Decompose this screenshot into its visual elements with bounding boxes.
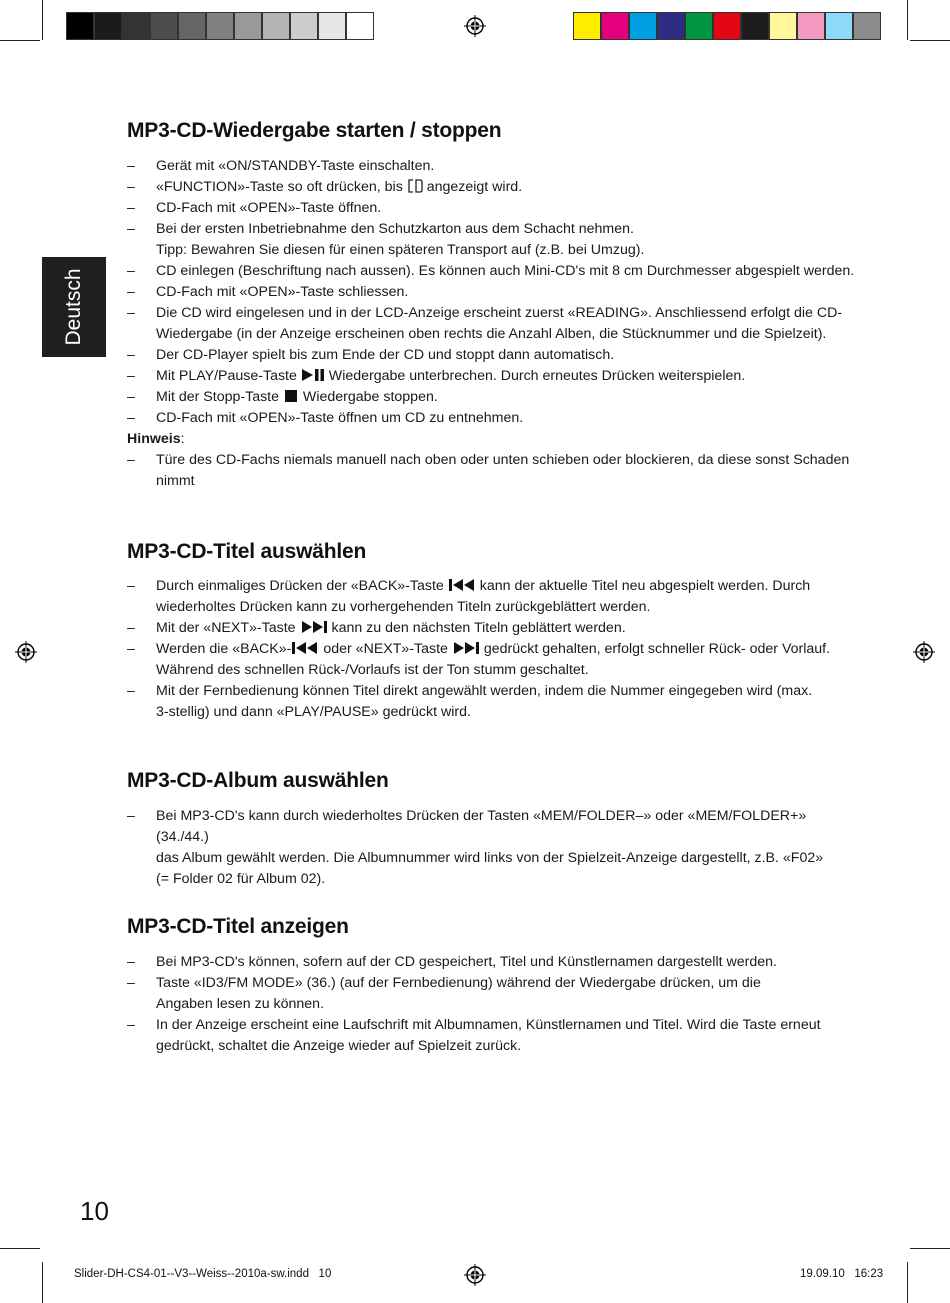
color-swatch xyxy=(94,12,122,40)
instruction-list xyxy=(127,576,862,723)
list-item: – Der CD-Player spielt bis zum Ende der CD und stoppt dann automatisch. xyxy=(127,347,615,363)
list-item: – CD-Fach mit «OPEN»-Taste schliessen. xyxy=(127,284,409,300)
color-swatch xyxy=(346,12,374,40)
color-swatch xyxy=(150,12,178,40)
list-item: – Türe des CD-Fachs niemals manuell nach oben oder unten schieben oder blockieren, da diese sonst Schaden nimmt xyxy=(127,452,850,489)
footer-date: 19.09.10 16:23 xyxy=(800,1268,884,1280)
registration-mark-icon xyxy=(15,641,37,663)
color-swatch xyxy=(741,12,769,40)
skip-back-icon xyxy=(291,641,319,655)
skip-forward-icon xyxy=(452,641,480,655)
color-swatch xyxy=(66,12,94,40)
color-swatch xyxy=(262,12,290,40)
page-number: 10 xyxy=(80,1196,109,1226)
list-item: – Taste «ID3/FM MODE» (36.) (auf der Fernbedienung) während der Wiedergabe drücken, um die Angaben lesen zu können. xyxy=(127,975,761,1012)
color-swatch xyxy=(797,12,825,40)
list-item: – Mit der Stopp-Taste Wiedergabe stoppen. xyxy=(127,389,438,405)
list-item: – Bei MP3-CD's kann durch wiederholtes Drücken der Tasten «MEM/FOLDER–» oder «MEM/FOLDER+» (34./44.) das Album gewählt werden. Die Albumnummer wird links von der Spielzeit-Anzeige dargestellt, z.B. «F02» (= Folder 02 für Album 02). xyxy=(127,808,824,887)
list-item: – Mit der Fernbedienung können Titel direkt angewählt werden, indem die Nummer eingegeben wird (max. 3-stellig) und dann «PLAY/PAUSE» gedrückt wird. xyxy=(127,683,813,720)
color-swatch xyxy=(122,12,150,40)
instruction-list xyxy=(127,156,862,492)
crop-mark xyxy=(910,1248,950,1249)
color-swatch xyxy=(206,12,234,40)
list-item: – Gerät mit «ON/STANDBY-Taste einschalten. xyxy=(127,158,435,174)
list-item: – Bei MP3-CD's können, sofern auf der CD gespeichert, Titel und Künstlernamen dargestellt werden. xyxy=(127,954,777,970)
color-swatch xyxy=(853,12,881,40)
instruction-list xyxy=(127,952,862,1057)
color-swatch xyxy=(713,12,741,40)
color-swatch xyxy=(178,12,206,40)
stop-icon xyxy=(283,389,299,403)
section-title: MP3-CD-Titel auswählen xyxy=(127,540,367,563)
footer-file-info: Slider-DH-CS4-01--V3--Weiss--2010a-sw.indd 10 xyxy=(74,1268,332,1280)
color-swatch xyxy=(629,12,657,40)
crop-mark xyxy=(42,0,43,40)
play-pause-icon xyxy=(301,368,325,382)
list-item: – Durch einmaliges Drücken der «BACK»-Taste kann der aktuelle Titel neu abgespielt werden. Durch wiederholtes Drücken kann zu vorhergehenden Titeln zurückgeblättert werden. xyxy=(127,578,811,615)
section-title: MP3-CD-Wiedergabe starten / stoppen xyxy=(127,119,502,142)
list-item: – CD-Fach mit «OPEN»-Taste öffnen. xyxy=(127,200,382,216)
color-swatch xyxy=(601,12,629,40)
skip-forward-icon xyxy=(300,620,328,634)
registration-mark-icon xyxy=(464,15,486,37)
color-swatch xyxy=(290,12,318,40)
crop-mark xyxy=(42,1262,43,1303)
registration-mark-icon xyxy=(464,1264,486,1286)
color-swatch xyxy=(234,12,262,40)
list-item: – «FUNCTION»-Taste so oft drücken, bis angezeigt wird. xyxy=(127,179,523,195)
registration-mark-icon xyxy=(913,641,935,663)
crop-mark xyxy=(907,1262,908,1303)
color-swatch xyxy=(657,12,685,40)
list-item: – Bei der ersten Inbetriebnahme den Schutzkarton aus dem Schacht nehmen. Tipp: Bewahren Sie diesen für einen späteren Transport auf (z.B. bei Umzug). xyxy=(127,221,645,258)
list-item: – CD-Fach mit «OPEN»-Taste öffnen um CD zu entnehmen. xyxy=(127,410,524,426)
list-item: – Werden die «BACK»- oder «NEXT»-Taste gedrückt gehalten, erfolgt schneller Rück- oder Vorlauf. Während des schnellen Rück-/Vorlaufs ist der Ton stumm geschaltet. xyxy=(127,641,831,678)
color-swatch xyxy=(685,12,713,40)
section-title: MP3-CD-Titel anzeigen xyxy=(127,915,349,938)
list-item: – In der Anzeige erscheint eine Laufschrift mit Albumnamen, Künstlernamen und Titel. Wird die Taste erneut gedrückt, schaltet die Anzeige wieder auf Spielzeit zurück. xyxy=(127,1017,821,1054)
color-swatch xyxy=(318,12,346,40)
hint-heading: Hinweis: xyxy=(127,431,185,447)
crop-mark xyxy=(0,40,40,41)
list-item: – CD einlegen (Beschriftung nach aussen). Es können auch Mini-CD's mit 8 cm Durchmesser abgespielt werden. xyxy=(127,263,855,279)
list-item: – Mit der «NEXT»-Taste kann zu den nächsten Titeln geblättert werden. xyxy=(127,620,626,636)
crop-mark xyxy=(0,1248,40,1249)
section-title: MP3-CD-Album auswählen xyxy=(127,769,389,792)
crop-mark xyxy=(910,40,950,41)
list-item: – Mit PLAY/Pause-Taste Wiedergabe unterbrechen. Durch erneutes Drücken weiterspielen. xyxy=(127,368,746,384)
list-item: – Die CD wird eingelesen und in der LCD-Anzeige erscheint zuerst «READING». Anschliessend erfolgt die CD- Wiedergabe (in der Anzeige erscheinen oben rechts die Anzahl Alben, die Stücknummer und die Spielzeit). xyxy=(127,305,843,342)
language-tab xyxy=(42,257,106,357)
instruction-list xyxy=(127,806,862,890)
color-swatch xyxy=(573,12,601,40)
skip-back-icon xyxy=(448,578,476,592)
color-swatch xyxy=(769,12,797,40)
crop-mark xyxy=(907,0,908,40)
cd-display-icon xyxy=(407,179,423,193)
color-swatch xyxy=(825,12,853,40)
language-tab-label: Deutsch xyxy=(62,268,85,346)
